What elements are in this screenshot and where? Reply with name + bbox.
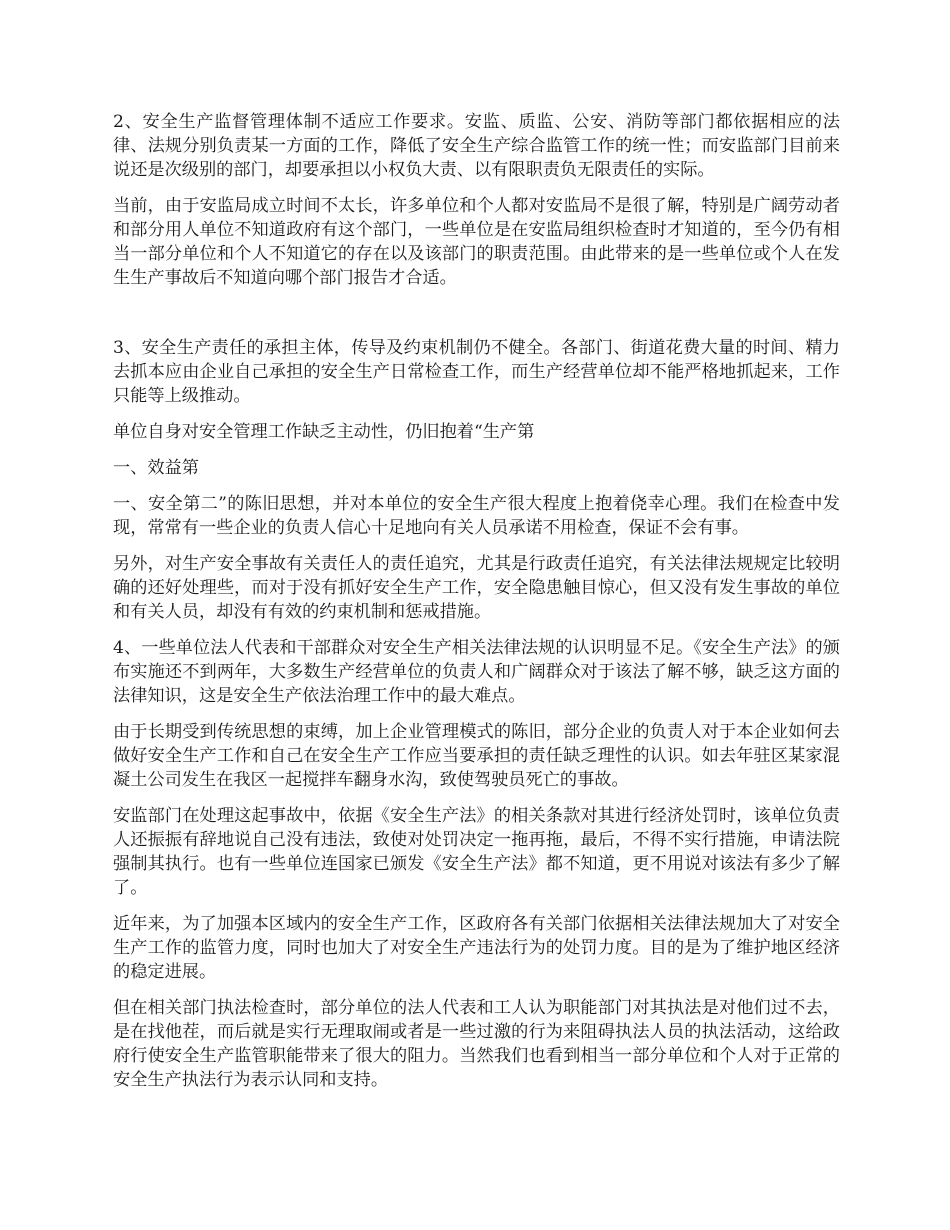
paragraph-item-3: 3、安全生产责任的承担主体，传导及约束机制仍不健全。各部门、街道花费大量的时间、精力去抓本应由企业自己承担的安全生产日常检查工作，而生产经营单位却不能严格地抓起来，工作只能等上级推动。 bbox=[113, 338, 840, 406]
paragraph-recent-years: 近年来，为了加强本区域内的安全生产工作，区政府各有关部门依据相关法律法规加大了对安全生产工作的监管力度，同时也加大了对安全生产违法行为的处罚力度。目的是为了维护地区经济的稳定进展。 bbox=[113, 914, 840, 982]
paragraph-current-situation: 当前，由于安监局成立时间不太长，许多单位和个人都对安监局不是很了解，特别是广阔劳动者和部分用人单位不知道政府有这个部门，一些单位是在安监局组织检查时才知道的，至今仍有相当一部分单位和个人不知道它的存在以及该部门的职责范围。由此带来的是一些单位或个人在发生生产事故后不知道向哪个部门报告才合适。 bbox=[113, 196, 840, 288]
paragraph-traditional-thinking: 由于长期受到传统思想的束缚，加上企业管理模式的陈旧，部分企业的负责人对于本企业如何去做好安全生产工作和自己在安全生产工作应当要承担的责任缺乏理性的认识。如去年驻区某家混凝土公司发生在我区一起搅拌车翻身水沟，致使驾驶员死亡的事故。 bbox=[113, 722, 840, 790]
paragraph-accident-handling: 安监部门在处理这起事故中，依据《安全生产法》的相关条款对其进行经济处罚时，该单位负责人还振振有辞地说自己没有违法，致使对处罚决定一拖再拖，最后，不得不实行措施，申请法院强制其执行。也有一些单位连国家已颁发《安全生产法》都不知道，更不用说对该法有多少了解了。 bbox=[113, 806, 840, 898]
section-gap bbox=[113, 302, 840, 336]
paragraph-initiative: 单位自身对安全管理工作缺乏主动性，仍旧抱着“生产第 bbox=[113, 422, 535, 442]
paragraph-accountability: 另外，对生产安全事故有关责任人的责任追究，尤其是行政责任追究，有关法律法规规定比较明确的还好处理些，而对于没有抓好安全生产工作，安全隐患触目惊心，但又没有发生事故的单位和有关人员，却没有有效的约束机制和惩戒措施。 bbox=[113, 554, 840, 622]
paragraph-item-4: 4、一些单位法人代表和干部群众对安全生产相关法律法规的认识明显不足。《安全生产法》的颁布实施还不到两年，大多数生产经营单位的负责人和广阔群众对于该法了解不够，缺乏这方面的法律知识，这是安全生产依法治理工作中的最大难点。 bbox=[113, 638, 840, 706]
paragraph-benefit: 一、效益第 bbox=[113, 458, 199, 478]
paragraph-safety-second: 一、安全第二”的陈旧思想，并对本单位的安全生产很大程度上抱着侥幸心理。我们在检查中发现，常常有一些企业的负责人信心十足地向有关人员承诺不用检查，保证不会有事。 bbox=[113, 494, 840, 538]
document-page bbox=[113, 110, 840, 1104]
paragraph-enforcement: 但在相关部门执法检查时，部分单位的法人代表和工人认为职能部门对其执法是对他们过不去，是在找他茬，而后就是实行无理取闹或者是一些过激的行为来阻碍执法人员的执法活动，这给政府行使安全生产监管职能带来了很大的阻力。当然我们也看到相当一部分单位和个人对于正常的安全生产执法行为表示认同和支持。 bbox=[113, 998, 840, 1090]
paragraph-item-2: 2、安全生产监督管理体制不适应工作要求。安监、质监、公安、消防等部门都依据相应的法律、法规分别负责某一方面的工作，降低了安全生产综合监管工作的统一性；而安监部门目前来说还是次级别的部门，却要承担以小权负大责、以有限职责负无限责任的实际。 bbox=[113, 112, 840, 180]
